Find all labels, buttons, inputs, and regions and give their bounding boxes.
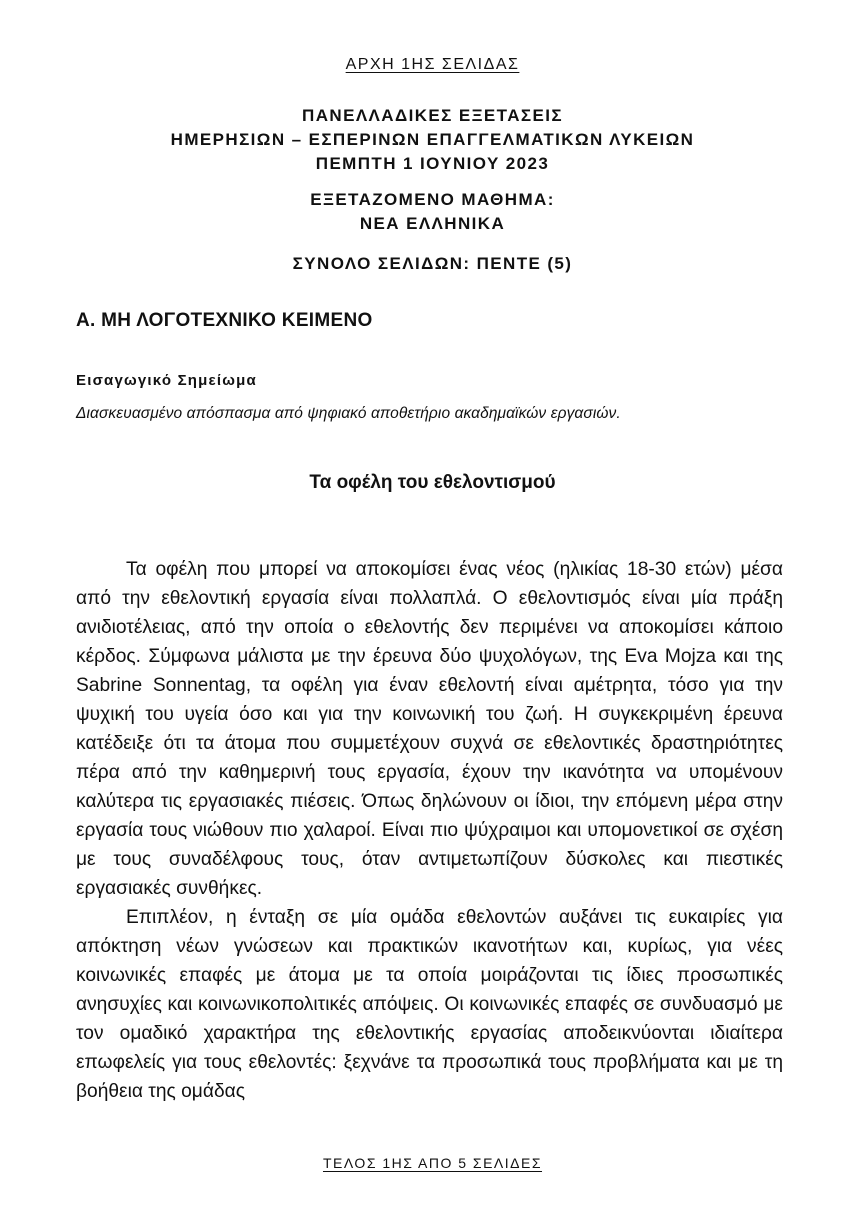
exam-schools-line: ΗΜΕΡΗΣΙΩΝ – ΕΣΠΕΡΙΝΩΝ ΕΠΑΓΓΕΛΜΑΤΙΚΩΝ ΛΥΚΕΙΩΝ	[170, 130, 695, 149]
exam-header	[0, 104, 865, 176]
intro-heading: Εισαγωγικό Σημείωμα	[76, 372, 257, 389]
page-start-marker: ΑΡΧΗ 1ΗΣ ΣΕΛΙΔΑΣ	[345, 56, 520, 73]
intro-note: Διασκευασμένο απόσπασμα από ψηφιακό αποθετήριο ακαδημαϊκών εργασιών.	[76, 405, 621, 422]
body-text	[76, 555, 783, 1106]
section-title: Α. ΜΗ ΛΟΓΟΤΕΧΝΙΚΟ ΚΕΙΜΕΝΟ	[76, 310, 373, 331]
paragraph: Τα οφέλη που μπορεί να αποκομίσει ένας νέος (ηλικίας 18-30 ετών) μέσα από την εθελοντική εργασία είναι πολλαπλά. Ο εθελοντισμός είναι μία πράξη ανιδιοτέλειας, από την οποία ο εθελοντής δεν περιμένει να αποκομίσει κάποιο κέρδος. Σύμφωνα μάλιστα με την έρευνα δύο ψυχολόγων, της Eva Mojza και της Sabrine Sonnentag, τα οφέλη για έναν εθελοντή είναι αμέτρητα, τόσο για την ψυχική του υγεία όσο και για την κοινωνική του ζωή. Η συγκεκριμένη έρευνα κατέδειξε ότι τα άτομα που συμμετέχουν συχνά σε εθελοντικές δραστηριότητες πέρα από την καθημερινή τους εργασία, έχουν την ικανότητα να υπομένουν καλύτερα τις εργασιακές πιέσεις. Όπως δηλώνουν οι ίδιοι, την επόμενη μέρα στην εργασία τους νιώθουν πιο χαλαροί. Είναι πιο ψύχραιμοι και υπομονετικοί σε σχέση με τους συναδέλφους τους, όταν αντιμετωπίζουν δύσκολες και πιεστικές εργασιακές συνθήκες.	[76, 559, 783, 899]
subject-label: ΕΞΕΤΑΖΟΜΕΝΟ ΜΑΘΗΜΑ:	[310, 190, 555, 209]
subject-block	[0, 188, 865, 236]
page-end-marker: ΤΕΛΟΣ 1ΗΣ ΑΠΟ 5 ΣΕΛΙΔΕΣ	[322, 1155, 543, 1171]
paragraph: Επιπλέον, η ένταξη σε μία ομάδα εθελοντών αυξάνει τις ευκαιρίες για απόκτηση νέων γνώσεων και πρακτικών ικανοτήτων και, κυρίως, για νέες κοινωνικές επαφές με άτομα με τα οποία μοιράζονται τις ίδιες προσωπικές ανησυχίες και κοινωνικοπολιτικές απόψεις. Οι κοινωνικές επαφές σε συνδυασμό με τον ομαδικό χαρακτήρα της εθελοντικής εργασίας αποδεικνύονται ιδιαίτερα επωφελείς για τους εθελοντές: ξεχνάνε τα προσωπικά τους προβλήματα και με τη βοήθεια της ομάδας	[76, 907, 783, 1102]
pages-total: ΣΥΝΟΛΟ ΣΕΛΙΔΩΝ: ΠΕΝΤΕ (5)	[292, 254, 573, 273]
exam-title-line: ΠΑΝΕΛΛΑΔΙΚΕΣ ΕΞΕΤΑΣΕΙΣ	[302, 106, 563, 125]
exam-date-line: ΠΕΜΠΤΗ 1 ΙΟΥΝΙΟΥ 2023	[315, 154, 550, 173]
text-title: Τα οφέλη του εθελοντισμού	[309, 472, 556, 493]
subject-name: ΝΕΑ ΕΛΛΗΝΙΚΑ	[359, 214, 506, 233]
